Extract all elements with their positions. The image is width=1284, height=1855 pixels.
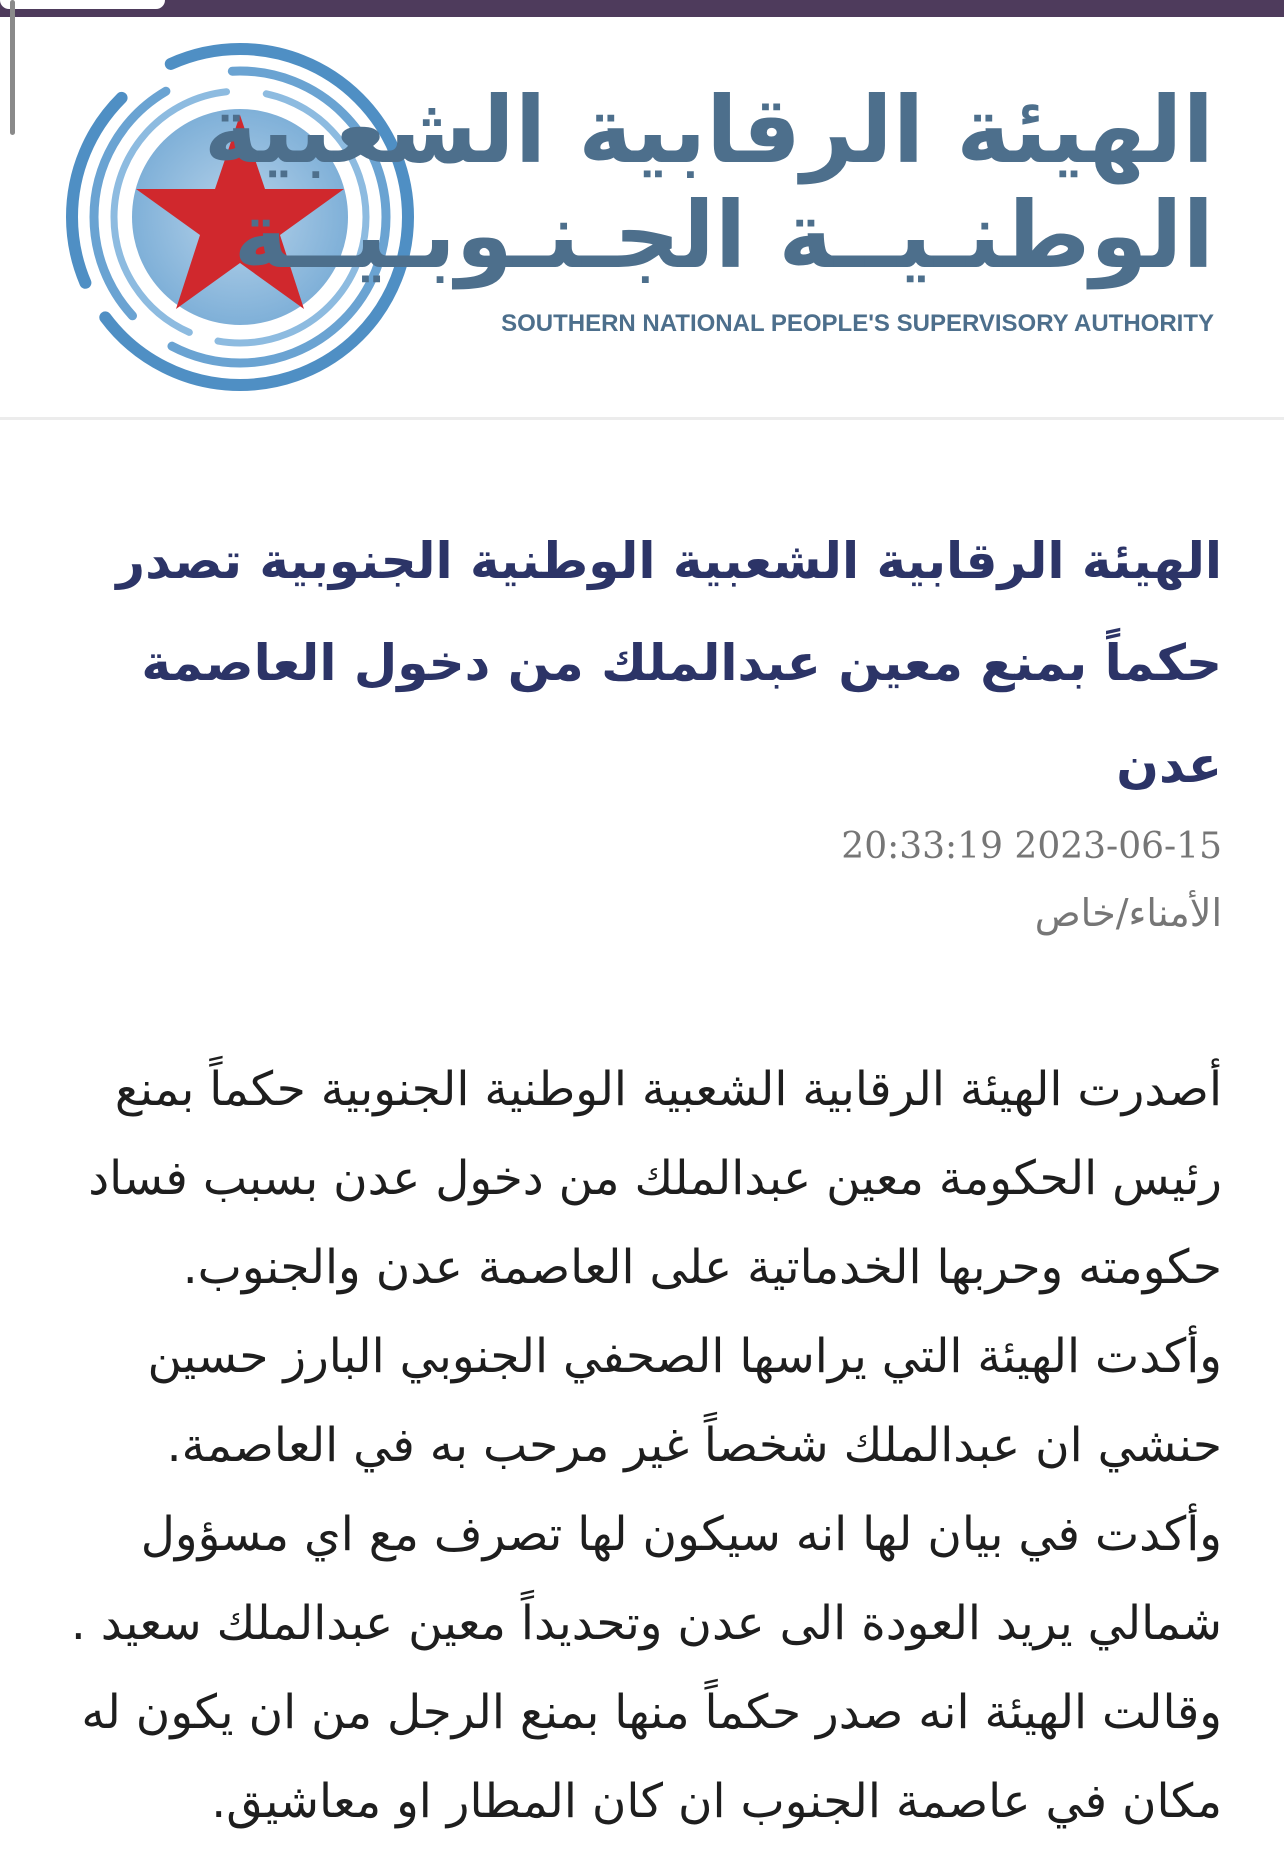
body-line: شمالي يريد العودة الى عدن وتحديداً معين عبدالملك سعيد .: [70, 1596, 1222, 1651]
article-date: 20:33:19 2023-06-15: [841, 826, 1222, 867]
body-line: وأكدت في بيان لها انه سيكون لها تصرف مع اي مسؤول: [140, 1507, 1222, 1562]
org-name-arabic-line1: الهيئة الرقابية الشعبية: [203, 77, 1214, 184]
org-name-arabic-line2: الوطنـيــة الجـنـوبـيــة: [233, 182, 1214, 289]
org-name-english: SOUTHERN NATIONAL PEOPLE'S SUPERVISORY AUTHORITY: [501, 310, 1214, 337]
body-line: وقالت الهيئة انه صدر حكماً منها بمنع الرجل من ان يكون له: [81, 1685, 1222, 1740]
body-line: وأكدت الهيئة التي يراسها الصحفي الجنوبي البارز حسين: [147, 1329, 1222, 1384]
body-line: حكومته وحربها الخدماتية على العاصمة عدن والجنوب.: [182, 1240, 1222, 1295]
body-line: رئيس الحكومة معين عبدالملك من دخول عدن بسبب فساد: [88, 1151, 1222, 1206]
body-line: حنشي ان عبدالملك شخصاً غير مرحب به في العاصمة.: [166, 1418, 1222, 1473]
article-source: الأمناء/خاص: [1034, 891, 1222, 935]
body-line: مكان في عاصمة الجنوب ان كان المطار او معاشيق.: [211, 1774, 1222, 1829]
article: [70, 510, 1222, 1846]
top-bar: [0, 0, 1284, 17]
browser-tab[interactable]: [0, 0, 165, 9]
article-body: [70, 1045, 1222, 1846]
article-headline[interactable]: الهيئة الرقابية الشعبية الوطنية الجنوبية تصدر حكماً بمنع معين عبدالملك من دخول العاصمة عدن: [116, 532, 1222, 794]
site-logo-header[interactable]: [0, 17, 1284, 417]
header-divider: [0, 417, 1284, 420]
body-line: أصدرت الهيئة الرقابية الشعبية الوطنية الجنوبية حكماً بمنع: [114, 1062, 1222, 1117]
